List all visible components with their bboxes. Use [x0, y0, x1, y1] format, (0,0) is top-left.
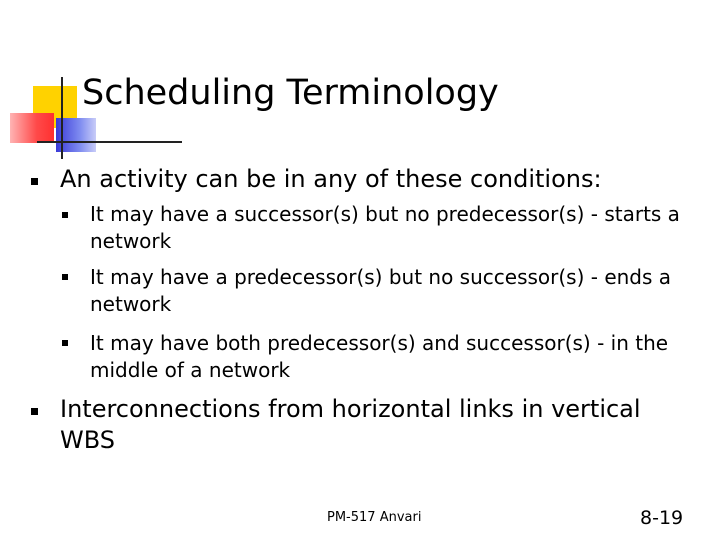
- slide-title: Scheduling Terminology: [82, 73, 499, 113]
- bullet-icon: [31, 408, 38, 415]
- sub-bullet-icon: [62, 212, 68, 218]
- bullet-text: An activity can be in any of these conditions:: [60, 165, 602, 193]
- footer-course: PM-517 Anvari: [327, 510, 422, 525]
- bullet-icon: [31, 178, 38, 185]
- sub-bullet-text: It may have a predecessor(s) but no successor(s) - ends a network: [90, 265, 672, 316]
- decor-red-square: [10, 113, 54, 143]
- sub-bullet-icon: [62, 274, 68, 280]
- footer-page-number: 8-19: [640, 507, 684, 529]
- bullet-text: Interconnections from horizontal links in vertical WBS: [60, 395, 641, 454]
- sub-bullet-text: It may have both predecessor(s) and successor(s) - in the middle of a network: [90, 331, 669, 382]
- decor-horizontal-line: [37, 141, 182, 143]
- sub-bullet-text: It may have a successor(s) but no predecessor(s) - starts a network: [90, 202, 680, 253]
- decor-vertical-line: [61, 77, 63, 159]
- sub-bullet-icon: [62, 340, 68, 346]
